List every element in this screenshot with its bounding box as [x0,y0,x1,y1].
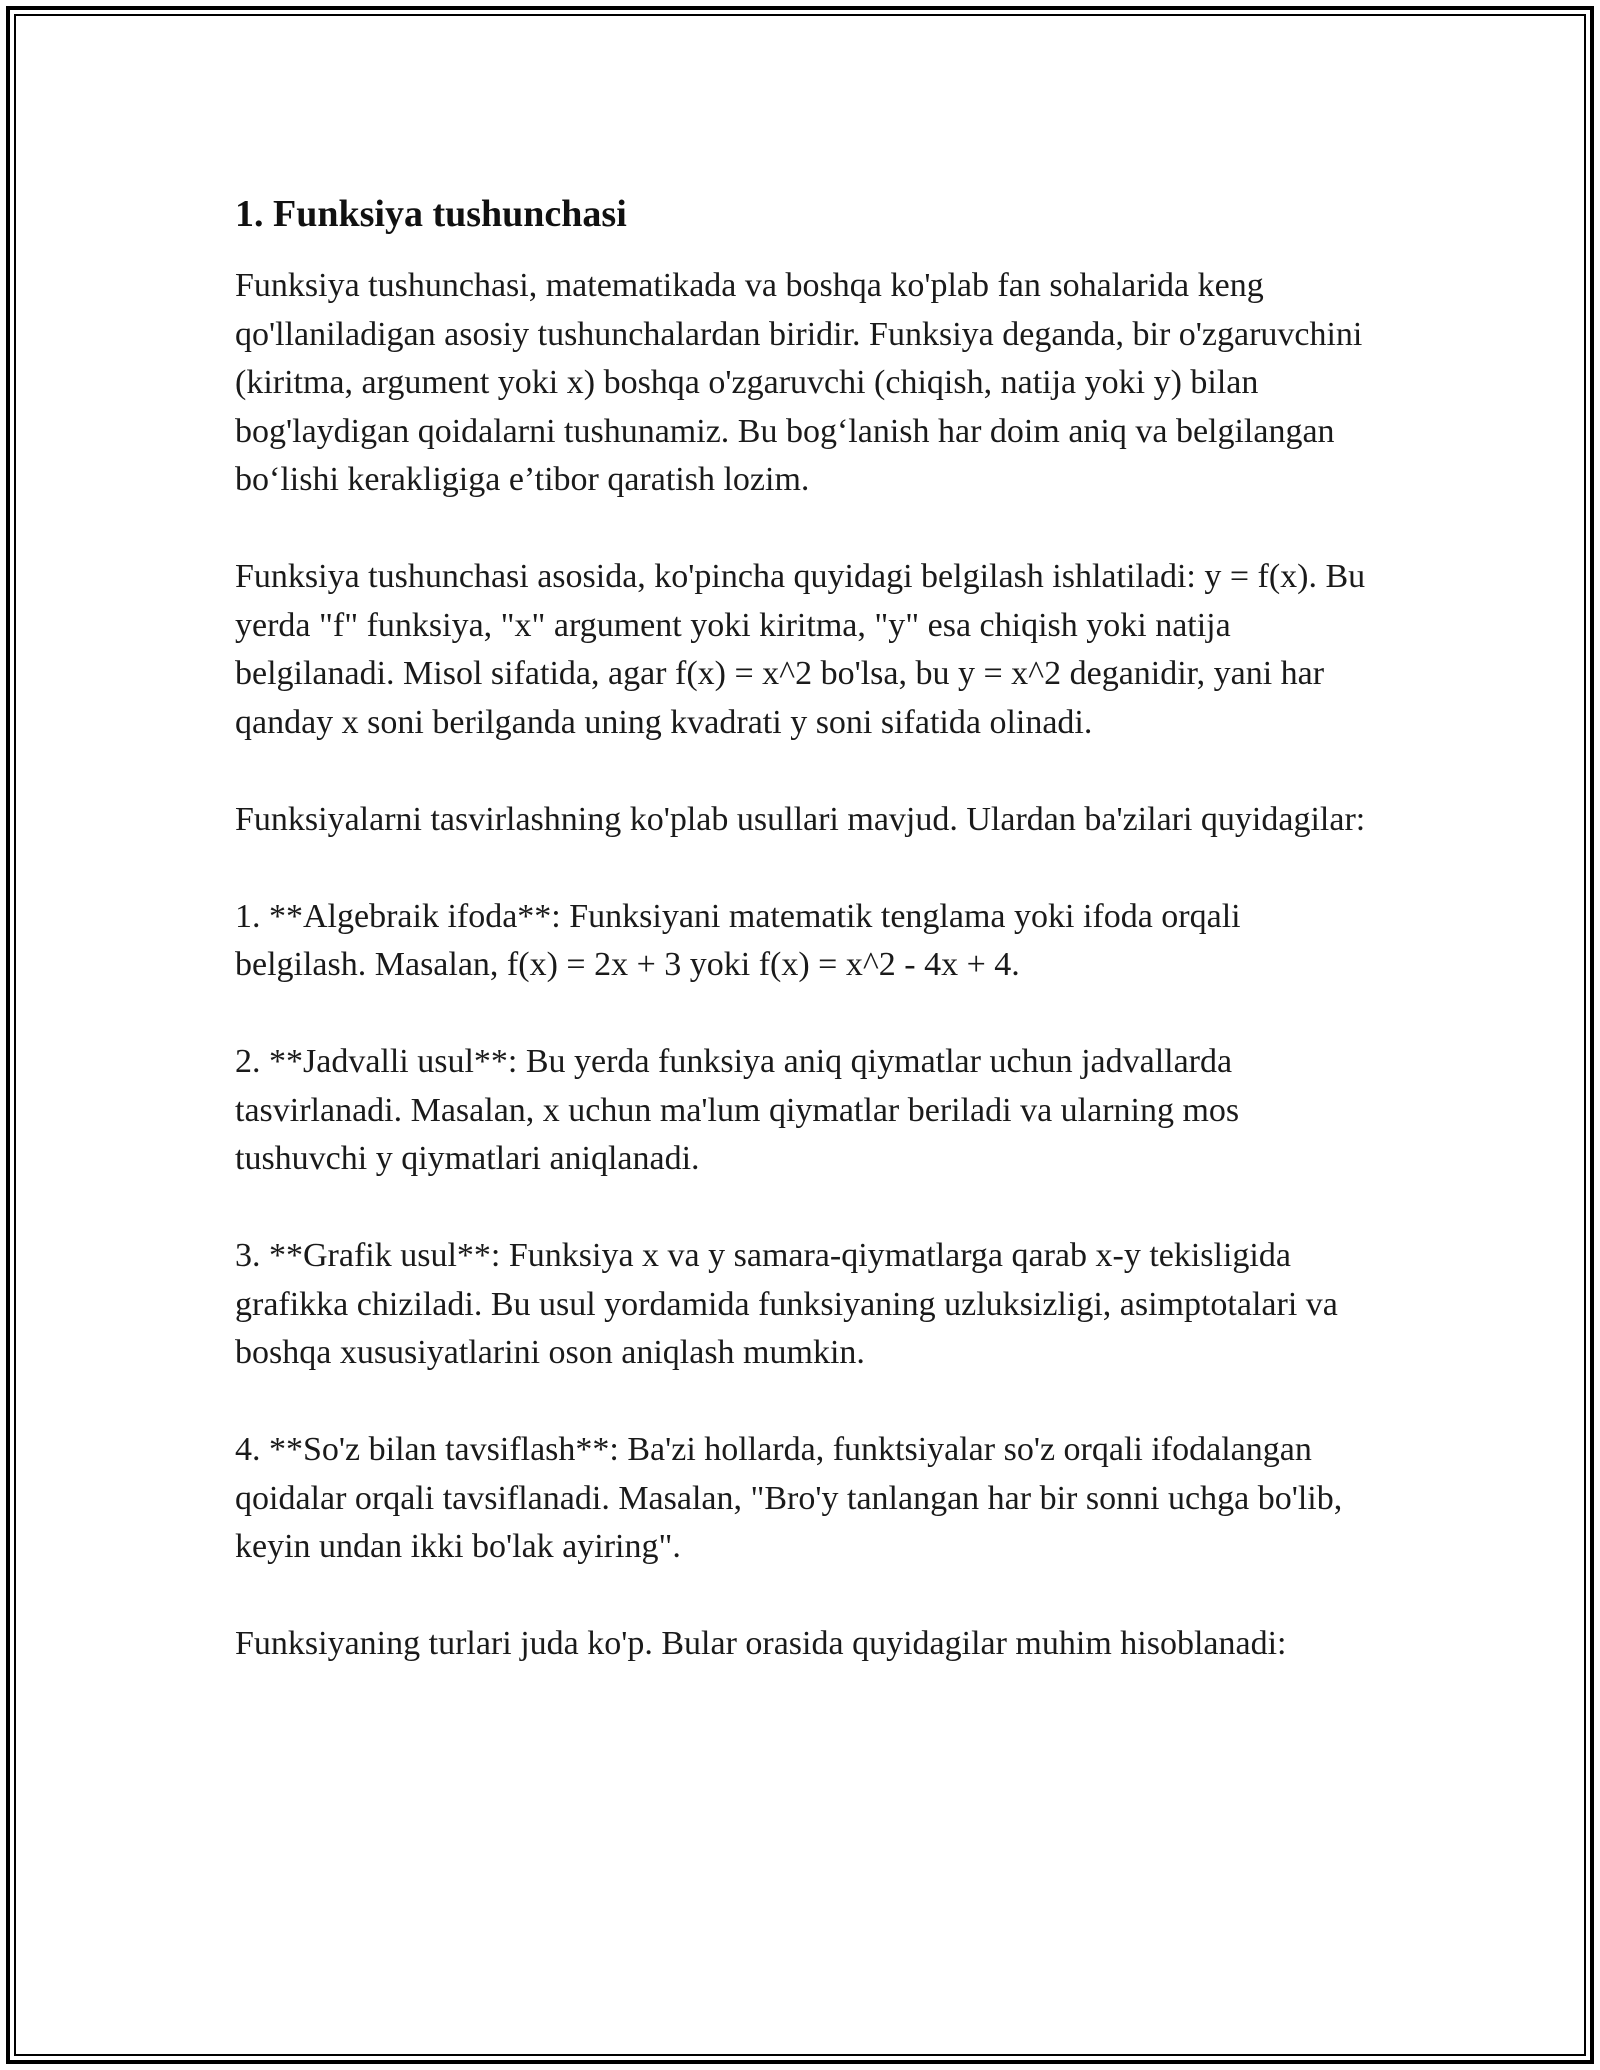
paragraph-methods-intro: Funksiyalarni tasvirlashning ko'plab usullari mavjud. Ulardan ba'zilari quyidagilar: [235,800,1366,838]
list-item-table: 2. **Jadvalli usul**: Bu yerda funksiya aniq qiymatlar uchun jadvallarda tasvirlanadi. Masalan, x uchun ma'lum qiymatlar beriladi va ularning mos tushuvchi y qiymatlari aniqlanadi. [235,1043,1240,1177]
list-item-algebraic: 1. **Algebraik ifoda**: Funksiyani matematik tenglama yoki ifoda orqali belgilash. Masalan, f(x) = 2x + 3 yoki f(x) = x^2 - 4x + 4. [235,897,1241,983]
document-body [235,186,1375,1669]
paragraph-types-intro: Funksiyaning turlari juda ko'p. Bular orasida quyidagilar muhim hisoblanadi: [235,1625,1287,1662]
section-heading: 1. Funksiya tushunchasi [235,193,627,235]
list-item-graphic: 3. **Grafik usul**: Funksiya x va y samara-qiymatlarga qarab x-y tekisligida grafikka chiziladi. Bu usul yordamida funksiyaning uzluksizligi, asimptotalari va boshqa xususiyatlarini oson aniqlash mumkin. [235,1237,1338,1371]
paragraph-intro: Funksiya tushunchasi, matematikada va boshqa ko'plab fan sohalarida keng qo'llaniladigan asosiy tushunchalardan biridir. Funksiya deganda, bir o'zgaruvchini (kiritma, argument yoki x) boshqa o'zgaruvchi (chiqish, natija yoki y) bilan bog'laydigan qoidalarni tushunamiz. Bu bog‘lanish har doim aniq va belgilangan bo‘lishi kerakligiga e’tibor qaratish lozim. [235,267,1363,498]
paragraph-notation: Funksiya tushunchasi asosida, ko'pincha quyidagi belgilash ishlatiladi: y = f(x). Bu yerda "f" funksiya, "x" argument yoki kiritma, "y" esa chiqish yoki natija belgilanadi. Misol sifatida, agar f(x) = x^2 bo'lsa, bu y = x^2 deganidir, yani har qanday x soni berilganda uning kvadrati y soni sifatida olinadi. [235,558,1366,741]
list-item-verbal: 4. **So'z bilan tavsiflash**: Ba'zi hollarda, funktsiyalar so'z orqali ifodalangan qoidalar orqali tavsiflanadi. Masalan, "Bro'y tanlangan har bir sonni uchga bo'lib, keyin undan ikki bo'lak ayiring". [235,1431,1343,1565]
